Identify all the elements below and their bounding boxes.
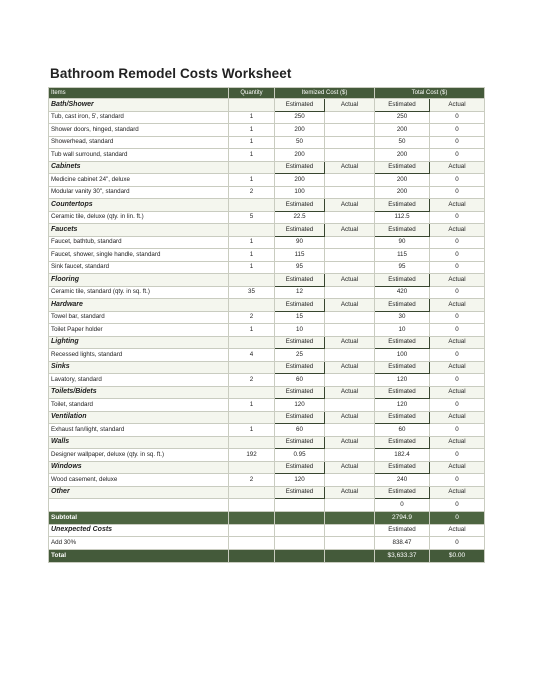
item-label[interactable]: Showerhead, standard	[49, 136, 229, 149]
blank	[229, 524, 275, 537]
quantity-cell	[229, 224, 275, 237]
table-row	[49, 499, 485, 512]
item-label[interactable]: Tub wall surround, standard	[49, 149, 229, 162]
item-estimated-cost[interactable]: 15	[275, 311, 325, 324]
quantity-cell	[229, 336, 275, 349]
item-actual-cost[interactable]	[325, 449, 375, 462]
itemized-actual-label: Actual	[325, 274, 375, 287]
item-quantity[interactable]: 1	[229, 399, 275, 412]
category-row	[49, 274, 485, 287]
item-quantity[interactable]: 1	[229, 149, 275, 162]
table-row	[49, 111, 485, 124]
item-actual-cost[interactable]	[325, 399, 375, 412]
total-actual-label: Actual	[430, 386, 485, 399]
category-row	[49, 411, 485, 424]
total-actual: $0.00	[430, 549, 485, 562]
unexpected-estimated-label: Estimated	[375, 524, 430, 537]
total-estimated-label: Estimated	[375, 274, 430, 287]
total-estimated-label: Estimated	[375, 299, 430, 312]
table-row	[49, 324, 485, 337]
item-quantity[interactable]: 1	[229, 424, 275, 437]
item-quantity[interactable]: 35	[229, 286, 275, 299]
item-total-actual: 0	[430, 211, 485, 224]
item-estimated-cost[interactable]: 95	[275, 261, 325, 274]
total-actual-label: Actual	[430, 336, 485, 349]
item-total-actual: 0	[430, 186, 485, 199]
total-estimated-label: Estimated	[375, 224, 430, 237]
item-actual-cost[interactable]	[325, 349, 375, 362]
itemized-actual-label: Actual	[325, 99, 375, 112]
item-total-actual: 0	[430, 349, 485, 362]
table-row	[49, 211, 485, 224]
itemized-actual-label: Actual	[325, 336, 375, 349]
category-name: Walls	[49, 436, 229, 449]
item-actual-cost[interactable]	[325, 374, 375, 387]
item-actual-cost[interactable]	[325, 499, 375, 512]
item-estimated-cost[interactable]: 12	[275, 286, 325, 299]
quantity-cell	[229, 386, 275, 399]
table-row	[49, 399, 485, 412]
item-label[interactable]: Wood casement, deluxe	[49, 474, 229, 487]
item-estimated-cost[interactable]: 90	[275, 236, 325, 249]
category-name: Ventilation	[49, 411, 229, 424]
cost-worksheet-table	[48, 87, 485, 563]
item-label[interactable]: Medicine cabinet 24", deluxe	[49, 174, 229, 187]
table-row	[49, 474, 485, 487]
item-total-actual: 0	[430, 399, 485, 412]
category-row	[49, 224, 485, 237]
item-quantity[interactable]: 1	[229, 236, 275, 249]
table-row	[49, 136, 485, 149]
quantity-cell	[229, 461, 275, 474]
total-actual-label: Actual	[430, 99, 485, 112]
itemized-actual-label: Actual	[325, 461, 375, 474]
table-row	[49, 174, 485, 187]
itemized-actual-label: Actual	[325, 386, 375, 399]
category-name: Lighting	[49, 336, 229, 349]
item-label[interactable]	[49, 499, 229, 512]
category-name: Windows	[49, 461, 229, 474]
item-actual-cost[interactable]	[325, 261, 375, 274]
itemized-actual-label: Actual	[325, 161, 375, 174]
item-quantity[interactable]: 1	[229, 136, 275, 149]
item-quantity[interactable]: 5	[229, 211, 275, 224]
contingency-estimated: 838.47	[375, 537, 430, 550]
worksheet-title: Bathroom Remodel Costs Worksheet	[50, 66, 292, 81]
item-total-estimated: 240	[375, 474, 430, 487]
item-actual-cost[interactable]	[325, 236, 375, 249]
itemized-estimated-label: Estimated	[275, 299, 325, 312]
unexpected-actual-label: Actual	[430, 524, 485, 537]
item-actual-cost[interactable]	[325, 324, 375, 337]
item-quantity[interactable]: 2	[229, 311, 275, 324]
item-estimated-cost[interactable]: 60	[275, 374, 325, 387]
item-total-actual: 0	[430, 449, 485, 462]
total-estimated-label: Estimated	[375, 461, 430, 474]
total-estimated-label: Estimated	[375, 436, 430, 449]
itemized-actual-label: Actual	[325, 436, 375, 449]
table-row	[49, 349, 485, 362]
subtotal-blank-act	[325, 511, 375, 524]
item-quantity[interactable]: 4	[229, 349, 275, 362]
total-estimated: $3,633.37	[375, 549, 430, 562]
blank	[325, 537, 375, 550]
subtotal-label: Subtotal	[49, 511, 229, 524]
header-quantity: Quantity	[229, 88, 275, 99]
item-total-estimated: 200	[375, 174, 430, 187]
table-row	[49, 149, 485, 162]
total-actual-label: Actual	[430, 199, 485, 212]
blank	[229, 537, 275, 550]
total-actual-label: Actual	[430, 461, 485, 474]
item-label[interactable]: Faucet, bathtub, standard	[49, 236, 229, 249]
item-total-actual: 0	[430, 474, 485, 487]
item-quantity[interactable]: 1	[229, 174, 275, 187]
subtotal-estimated: 2794.9	[375, 511, 430, 524]
item-quantity[interactable]: 1	[229, 249, 275, 262]
total-estimated-label: Estimated	[375, 386, 430, 399]
item-quantity[interactable]: 1	[229, 111, 275, 124]
item-estimated-cost[interactable]: 120	[275, 399, 325, 412]
category-row	[49, 361, 485, 374]
category-row	[49, 386, 485, 399]
total-estimated-label: Estimated	[375, 199, 430, 212]
table-row	[49, 186, 485, 199]
item-actual-cost[interactable]	[325, 186, 375, 199]
item-label[interactable]: Recessed lights, standard	[49, 349, 229, 362]
item-total-estimated: 200	[375, 149, 430, 162]
itemized-estimated-label: Estimated	[275, 224, 325, 237]
itemized-estimated-label: Estimated	[275, 274, 325, 287]
contingency-actual: 0	[430, 537, 485, 550]
item-total-actual: 0	[430, 324, 485, 337]
total-actual-label: Actual	[430, 224, 485, 237]
blank	[325, 524, 375, 537]
subtotal-row	[49, 511, 485, 524]
item-label[interactable]: Designer wallpaper, deluxe (qty. in sq. ft.)	[49, 449, 229, 462]
category-name: Countertops	[49, 199, 229, 212]
item-total-actual: 0	[430, 311, 485, 324]
total-actual-label: Actual	[430, 274, 485, 287]
itemized-estimated-label: Estimated	[275, 436, 325, 449]
table-row	[49, 286, 485, 299]
unexpected-costs-row	[49, 524, 485, 537]
contingency-label: Add 30%	[49, 537, 229, 550]
itemized-estimated-label: Estimated	[275, 99, 325, 112]
category-row	[49, 99, 485, 112]
quantity-cell	[229, 199, 275, 212]
blank	[325, 549, 375, 562]
category-row	[49, 161, 485, 174]
itemized-actual-label: Actual	[325, 411, 375, 424]
item-total-actual: 0	[430, 424, 485, 437]
item-label[interactable]: Exhaust fan/light, standard	[49, 424, 229, 437]
item-actual-cost[interactable]	[325, 174, 375, 187]
table-row	[49, 236, 485, 249]
table-row	[49, 261, 485, 274]
category-name: Other	[49, 486, 229, 499]
itemized-actual-label: Actual	[325, 299, 375, 312]
total-row	[49, 549, 485, 562]
total-estimated-label: Estimated	[375, 99, 430, 112]
item-actual-cost[interactable]	[325, 149, 375, 162]
item-total-estimated: 10	[375, 324, 430, 337]
header-itemized-cost: Itemized Cost ($)	[275, 88, 375, 99]
itemized-estimated-label: Estimated	[275, 486, 325, 499]
item-total-estimated: 95	[375, 261, 430, 274]
item-label[interactable]: Modular vanity 30", standard	[49, 186, 229, 199]
quantity-cell	[229, 274, 275, 287]
item-total-actual: 0	[430, 236, 485, 249]
item-total-estimated: 115	[375, 249, 430, 262]
item-actual-cost[interactable]	[325, 249, 375, 262]
table-row	[49, 249, 485, 262]
total-actual-label: Actual	[430, 486, 485, 499]
item-estimated-cost[interactable]: 60	[275, 424, 325, 437]
item-actual-cost[interactable]	[325, 474, 375, 487]
item-total-estimated: 250	[375, 111, 430, 124]
contingency-row	[49, 537, 485, 550]
item-total-estimated: 100	[375, 349, 430, 362]
header-total-cost: Total Cost ($)	[375, 88, 485, 99]
table-row	[49, 374, 485, 387]
item-actual-cost[interactable]	[325, 286, 375, 299]
item-quantity[interactable]	[229, 499, 275, 512]
subtotal-blank-est	[275, 511, 325, 524]
item-quantity[interactable]: 1	[229, 261, 275, 274]
item-total-actual: 0	[430, 499, 485, 512]
item-total-actual: 0	[430, 286, 485, 299]
category-name: Bath/Shower	[49, 99, 229, 112]
item-total-actual: 0	[430, 111, 485, 124]
quantity-cell	[229, 99, 275, 112]
item-label[interactable]: Sink faucet, standard	[49, 261, 229, 274]
category-name: Faucets	[49, 224, 229, 237]
item-label[interactable]: Towel bar, standard	[49, 311, 229, 324]
table-row	[49, 311, 485, 324]
total-estimated-label: Estimated	[375, 336, 430, 349]
category-row	[49, 336, 485, 349]
itemized-estimated-label: Estimated	[275, 461, 325, 474]
total-actual-label: Actual	[430, 411, 485, 424]
blank	[275, 524, 325, 537]
item-estimated-cost[interactable]: 22.5	[275, 211, 325, 224]
itemized-estimated-label: Estimated	[275, 361, 325, 374]
item-label[interactable]: Faucet, shower, single handle, standard	[49, 249, 229, 262]
item-actual-cost[interactable]	[325, 111, 375, 124]
table-row	[49, 124, 485, 137]
itemized-estimated-label: Estimated	[275, 336, 325, 349]
item-quantity[interactable]: 1	[229, 124, 275, 137]
item-label[interactable]: Toilet, standard	[49, 399, 229, 412]
item-total-estimated: 50	[375, 136, 430, 149]
itemized-actual-label: Actual	[325, 224, 375, 237]
total-actual-label: Actual	[430, 299, 485, 312]
item-estimated-cost[interactable]: 25	[275, 349, 325, 362]
total-actual-label: Actual	[430, 161, 485, 174]
item-total-estimated: 200	[375, 124, 430, 137]
category-row	[49, 486, 485, 499]
item-actual-cost[interactable]	[325, 124, 375, 137]
item-label[interactable]: Ceramic tile, deluxe (qty. in lin. ft.)	[49, 211, 229, 224]
item-quantity[interactable]: 1	[229, 324, 275, 337]
quantity-cell	[229, 299, 275, 312]
item-label[interactable]: Tub, cast iron, 5', standard	[49, 111, 229, 124]
category-name: Cabinets	[49, 161, 229, 174]
item-estimated-cost[interactable]: 200	[275, 149, 325, 162]
item-actual-cost[interactable]	[325, 136, 375, 149]
blank	[275, 549, 325, 562]
category-name: Flooring	[49, 274, 229, 287]
category-row	[49, 436, 485, 449]
item-estimated-cost[interactable]: 120	[275, 474, 325, 487]
item-total-estimated: 112.5	[375, 211, 430, 224]
item-total-estimated: 60	[375, 424, 430, 437]
itemized-estimated-label: Estimated	[275, 411, 325, 424]
item-estimated-cost[interactable]: 250	[275, 111, 325, 124]
item-total-estimated: 120	[375, 399, 430, 412]
item-actual-cost[interactable]	[325, 424, 375, 437]
blank	[275, 537, 325, 550]
quantity-cell	[229, 361, 275, 374]
item-actual-cost[interactable]	[325, 311, 375, 324]
unexpected-costs-label: Unexpected Costs	[49, 524, 229, 537]
item-total-actual: 0	[430, 136, 485, 149]
category-name: Hardware	[49, 299, 229, 312]
category-row	[49, 461, 485, 474]
header-row	[49, 88, 485, 99]
item-label[interactable]: Toilet Paper holder	[49, 324, 229, 337]
item-estimated-cost[interactable]: 115	[275, 249, 325, 262]
item-total-estimated: 0	[375, 499, 430, 512]
item-label[interactable]: Lavatory, standard	[49, 374, 229, 387]
subtotal-actual: 0	[430, 511, 485, 524]
total-estimated-label: Estimated	[375, 486, 430, 499]
category-row	[49, 199, 485, 212]
item-total-actual: 0	[430, 261, 485, 274]
table-row	[49, 449, 485, 462]
item-estimated-cost[interactable]: 10	[275, 324, 325, 337]
item-estimated-cost[interactable]: 100	[275, 186, 325, 199]
item-estimated-cost[interactable]: 200	[275, 174, 325, 187]
total-actual-label: Actual	[430, 361, 485, 374]
total-estimated-label: Estimated	[375, 161, 430, 174]
item-quantity[interactable]: 2	[229, 186, 275, 199]
subtotal-blank-qty	[229, 511, 275, 524]
table-row	[49, 424, 485, 437]
itemized-actual-label: Actual	[325, 199, 375, 212]
itemized-actual-label: Actual	[325, 361, 375, 374]
item-quantity[interactable]: 2	[229, 374, 275, 387]
item-total-actual: 0	[430, 124, 485, 137]
category-name: Sinks	[49, 361, 229, 374]
category-row	[49, 299, 485, 312]
item-estimated-cost[interactable]: 50	[275, 136, 325, 149]
item-total-actual: 0	[430, 149, 485, 162]
itemized-actual-label: Actual	[325, 486, 375, 499]
item-label[interactable]: Ceramic tile, standard (qty. in sq. ft.)	[49, 286, 229, 299]
item-total-estimated: 182.4	[375, 449, 430, 462]
item-actual-cost[interactable]	[325, 211, 375, 224]
item-total-estimated: 30	[375, 311, 430, 324]
item-total-actual: 0	[430, 174, 485, 187]
itemized-estimated-label: Estimated	[275, 161, 325, 174]
quantity-cell	[229, 411, 275, 424]
category-name: Toilets/Bidets	[49, 386, 229, 399]
item-estimated-cost[interactable]	[275, 499, 325, 512]
item-total-actual: 0	[430, 249, 485, 262]
total-actual-label: Actual	[430, 436, 485, 449]
item-total-estimated: 120	[375, 374, 430, 387]
item-total-estimated: 420	[375, 286, 430, 299]
item-label[interactable]: Shower doors, hinged, standard	[49, 124, 229, 137]
total-estimated-label: Estimated	[375, 361, 430, 374]
total-estimated-label: Estimated	[375, 411, 430, 424]
item-quantity[interactable]: 192	[229, 449, 275, 462]
item-total-actual: 0	[430, 374, 485, 387]
quantity-cell	[229, 486, 275, 499]
item-quantity[interactable]: 2	[229, 474, 275, 487]
total-label: Total	[49, 549, 229, 562]
quantity-cell	[229, 436, 275, 449]
item-estimated-cost[interactable]: 0.95	[275, 449, 325, 462]
itemized-estimated-label: Estimated	[275, 386, 325, 399]
blank	[229, 549, 275, 562]
item-estimated-cost[interactable]: 200	[275, 124, 325, 137]
quantity-cell	[229, 161, 275, 174]
item-total-estimated: 200	[375, 186, 430, 199]
header-items: Items	[49, 88, 229, 99]
itemized-estimated-label: Estimated	[275, 199, 325, 212]
item-total-estimated: 90	[375, 236, 430, 249]
